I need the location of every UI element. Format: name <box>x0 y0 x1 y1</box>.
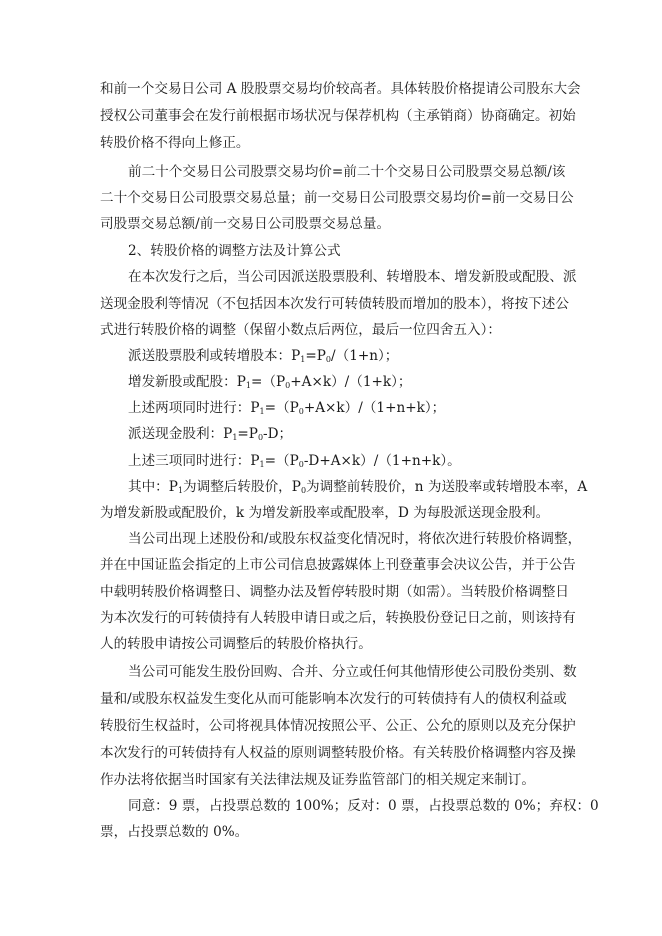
text-line: 司股票交易总额/前一交易日公司股票交易总量。 <box>100 216 391 232</box>
text-line: 人的转股申请按公司调整后的转股价格执行。 <box>100 636 372 652</box>
text-line: 送现金股利等情况（不包括因本次发行可转债转股而增加的股本），将按下述公 <box>100 296 569 312</box>
section-heading: 2、转股价格的调整方法及计算公式 <box>128 243 341 259</box>
formula-two-combined: 上述两项同时进行：$P_1=(P_0+A\times k)/(1+n+k)$； <box>128 400 446 416</box>
text-line: 为增发新股或配股价，k 为增发新股率或配股率，D 为每股派送现金股利。 <box>100 505 550 521</box>
formula-cash-dividend: 派送现金股利：$P_1=P_0-D$； <box>128 426 293 442</box>
text-line: 前二十个交易日公司股票交易均价=前二十个交易日公司股票交易总额/该 <box>128 164 566 180</box>
formula-new-shares: 增发新股或配股：$P_1=(P_0+A\times k)/(1+k)$； <box>128 374 412 390</box>
formula-stock-dividend: 派送股票股利或转增股本：$P_1=P_0/(1+n)$； <box>128 348 399 364</box>
text-line: 式进行转股价格的调整（保留小数点后两位，最后一位四舍五入）： <box>100 322 502 338</box>
text-line: 和前一个交易日公司 A 股股票交易均价较高者。具体转股价格提请公司股东大会 <box>100 81 581 97</box>
text-line: 转股价格不得向上修正。 <box>100 135 250 151</box>
text-line: 当公司出现上述股份和/或股东权益变化情况时，将依次进行转股价格调整， <box>128 531 582 547</box>
text-line: 中载明转股价格调整日、调整办法及暂停转股时期（如需）。当转股价格调整日 <box>100 584 569 600</box>
text-line: 当公司可能发生股份回购、合并、分立或任何其他情形使公司股份类别、数 <box>128 664 577 680</box>
text-line: 在本次发行之后，当公司因派送股票股利、转增股本、增发新股或配股、派 <box>128 269 577 285</box>
text-line: 票，占投票总数的 0%。 <box>100 824 249 840</box>
text-line: 为本次发行的可转债持有人转股申请日或之后，转换股份登记日之前，则该持有 <box>100 610 576 626</box>
text-line: 二十个交易日公司股票交易总量；前一交易日公司股票交易均价=前一交易日公 <box>100 190 574 206</box>
text-line: 并在中国证监会指定的上市公司信息披露媒体上刊登董事会决议公告，并于公告 <box>100 557 576 573</box>
text-line: 其中：$P_1$为调整后转股价，$P_0$为调整前转股价，n 为送股率或转增股本率，A <box>128 479 588 495</box>
text-line: 量和/或股东权益发生变化从而可能影响本次发行的可转债持有人的债权利益或 <box>100 691 567 707</box>
text-line: 本次发行的可转债持有人权益的原则调整转股价格。有关转股价格调整内容及操 <box>100 745 576 761</box>
text-line: 同意：9 票，占投票总数的 100%；反对：0 票，占投票总数的 0%；弃权：0 <box>128 798 599 814</box>
text-line: 转股衍生权益时，公司将视具体情况按照公平、公正、公允的原则以及充分保护 <box>100 718 576 734</box>
text-line: 作办法将依据当时国家有关法律法规及证券监管部门的相关规定来制订。 <box>100 772 535 788</box>
formula-three-combined: 上述三项同时进行：$P_1=(P_0-D+A\times k)/(1+n+k)$。 <box>128 453 461 469</box>
text-line: 授权公司董事会在发行前根据市场状况与保荐机构（主承销商）协商确定。初始 <box>100 108 576 124</box>
